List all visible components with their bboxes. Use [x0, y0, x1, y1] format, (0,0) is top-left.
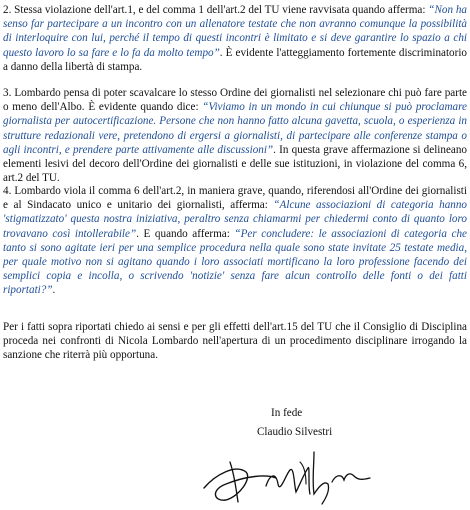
paragraph-2-text: 2. Stessa violazione dell'art.1, e del comma 1 dell'art.2 del TU viene ravvisata quando afferma:	[3, 4, 429, 16]
paragraph-3	[3, 86, 467, 185]
paragraph-4-quote: “Alcune associazioni di categoria hanno 'stigmatizzato' questa nostra iniziativa, peraltro senza chiamarmi per chiedermi conto di quanto loro trovavano così intollerabile”	[3, 199, 467, 240]
paragraph-3-text-end: . In questa grave affermazione si delineano elementi lesivi del decoro dell'Ordine dei giornalisti e delle sue istituzioni, in violazione del comma 6, art.2 del TU.	[3, 143, 467, 185]
handwritten-signature	[196, 444, 376, 508]
paragraph-4-text-end: .	[52, 284, 56, 297]
paragraph-2-text-end: . È evidente l'atteggiamento fortemente discriminatorio a danno della libertà di stampa.	[3, 46, 468, 73]
signatory-name: Claudio Silvestri	[257, 426, 333, 438]
paragraph-4	[3, 184, 467, 298]
paragraph-4-text: 4. Lombardo viola il comma 6 dell'art.2, in maniera grave, quando, riferendosi all'Ordine dei giornalisti e al Sindacato unico e unitario dei giornalisti, afferma:	[3, 185, 467, 212]
request-paragraph	[3, 320, 467, 363]
paragraph-3-text: 3. Lombardo pensa di poter scavalcare lo stesso Ordine dei giornalisti nel selezionare chi può fare parte o meno dell'Albo. È evidente quando dice:	[3, 87, 467, 114]
paragraph-2	[3, 3, 467, 74]
paragraph-4-text-mid: . E quando afferma:	[136, 227, 235, 240]
closing-salutation: In fede	[271, 407, 303, 419]
paragraph-2-quote: “Non ha senso far partecipare a un incontro con un allenatore testate che non avranno comunque la possibilità di interloquire con lui, perché il tempo di questi incontri è limitato e si deve garantire lo spazio a chi questo lavoro lo sa fare e lo fa da molto tempo”	[3, 4, 467, 59]
paragraph-3-quote: “Viviamo in un mondo in cui chiunque si può proclamare giornalista per autocertificazione. Persone che non hanno fatto alcuna gavetta, scuola, o esperienza in strutture redazionali vere, pretendono di ergersi a giornalisti, di partecipare alle conferenze stampa o agli incontri, e prendere parte attivamente alle discussioni”	[3, 101, 467, 156]
paragraph-4-quote-2: “Per concludere: le associazioni di categoria che tanto si sono agitate ieri per una semplice procedura nella quale sono state invitate 25 testate media, per quale motivo non si agitano quando i loro associati mortificano la loro professione facendo dei semplici copia e incolla, o scrivendo 'notizie' senza fare alcun controllo delle fonti o dei fatti riportati?”	[3, 227, 467, 297]
request-paragraph-text: Per i fatti sopra riportati chiedo ai sensi e per gli effetti dell'art.15 del TU che il Consiglio di Disciplina proceda nei confronti di Nicola Lombardo nell'apertura di un procedimento disciplinare irrogando la sanzione che riterrà più opportuna.	[3, 321, 467, 362]
